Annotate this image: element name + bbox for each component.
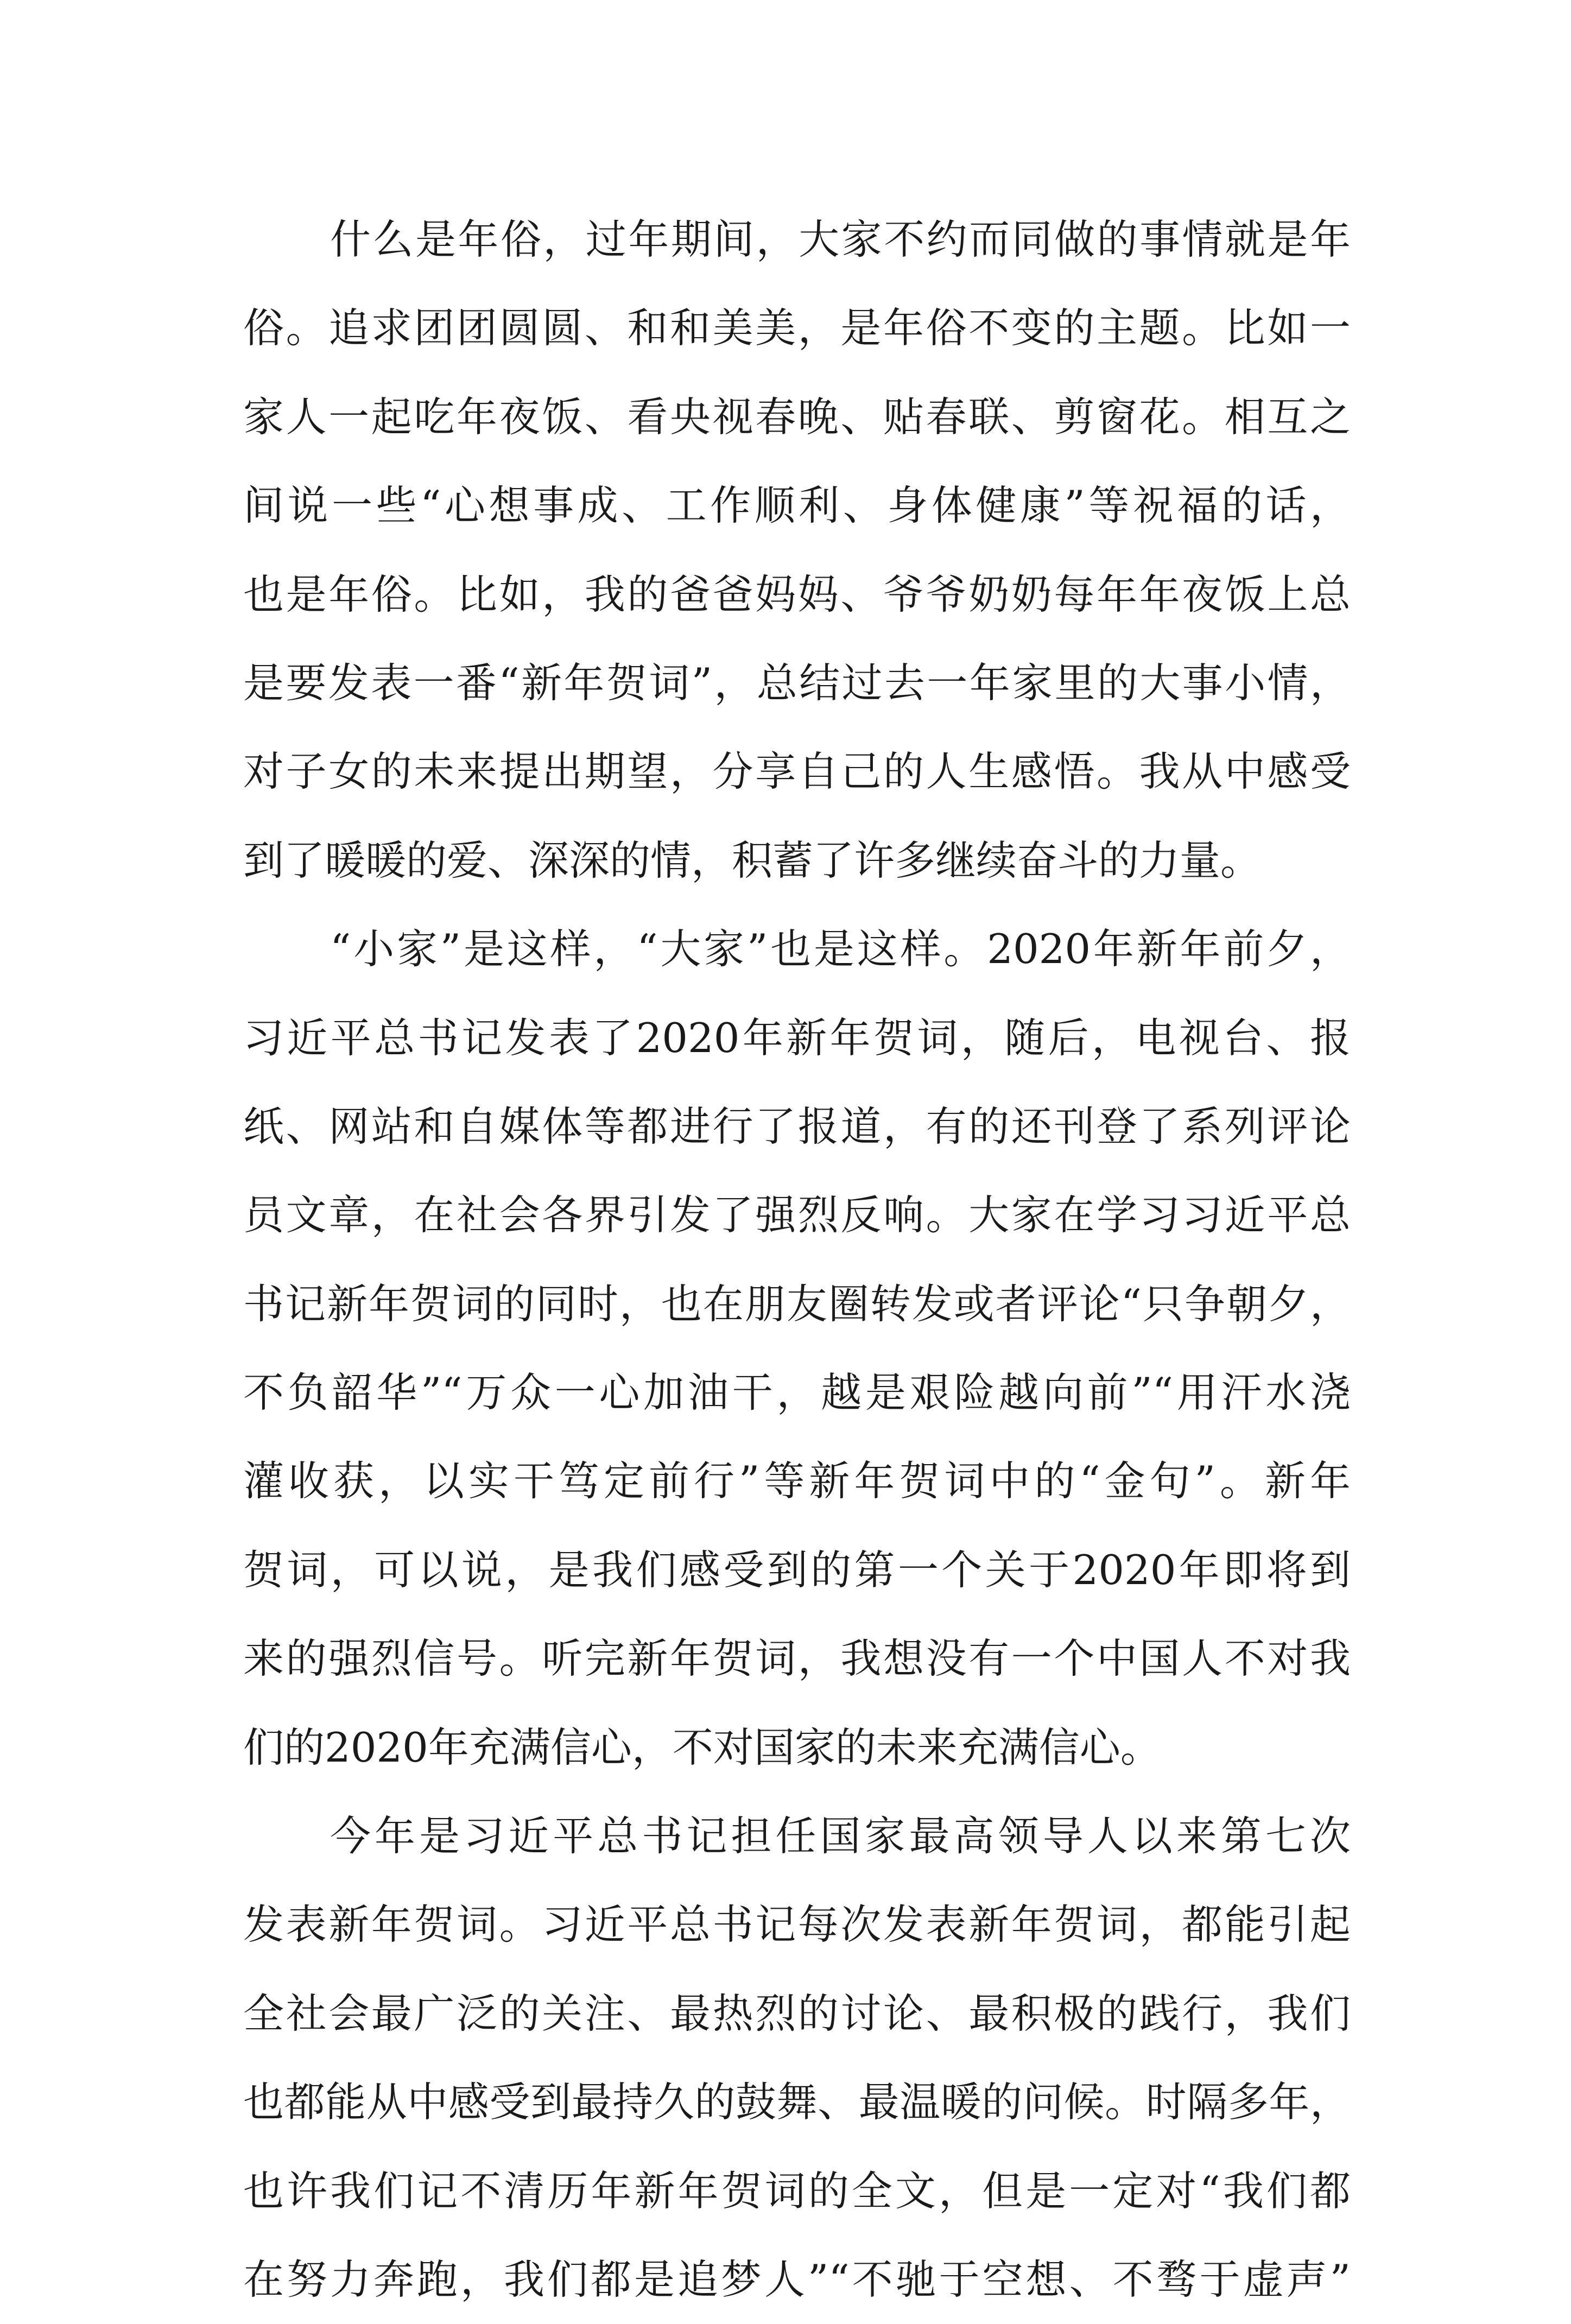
- text-line: 习近平总书记发表了2020年新年贺词，随后，电视台、报: [243, 1014, 1351, 1062]
- text-line: “小家”是这样，“大家”也是这样。2020年新年前夕，: [330, 925, 1351, 973]
- text-line: 什么是年俗，过年期间，大家不约而同做的事情就是年: [330, 216, 1351, 263]
- text-line: 也是年俗。比如，我的爸爸妈妈、爷爷奶奶每年年夜饭上总: [243, 570, 1351, 618]
- text-line: 俗。追求团团圆圆、和和美美，是年俗不变的主题。比如一: [243, 304, 1351, 352]
- text-line: 贺词，可以说，是我们感受到的第一个关于2020年即将到: [243, 1546, 1351, 1594]
- text-line: 来的强烈信号。听完新年贺词，我想没有一个中国人不对我: [243, 1635, 1351, 1683]
- paragraph-3: [243, 1792, 1351, 2324]
- text-line: 到了暖暖的爱、深深的情，积蓄了许多继续奋斗的力量。: [243, 836, 1262, 884]
- text-line: 全社会最广泛的关注、最热烈的讨论、最积极的践行，我们: [243, 1989, 1351, 2037]
- paragraph-1: [243, 195, 1351, 905]
- text-line: 也都能从中感受到最持久的鼓舞、最温暖的问候。时隔多年，: [243, 2078, 1351, 2126]
- text-line: 间说一些“心想事成、工作顺利、身体健康”等祝福的话，: [243, 482, 1351, 530]
- text-line: 们的2020年充满信心，不对国家的未来充满信心。: [243, 1723, 1161, 1771]
- text-line: 发表新年贺词。习近平总书记每次发表新年贺词，都能引起: [243, 1901, 1351, 1949]
- text-line: 今年是习近平总书记担任国家最高领导人以来第七次: [330, 1812, 1351, 1860]
- text-line: 纸、网站和自媒体等都进行了报道，有的还刊登了系列评论: [243, 1102, 1351, 1150]
- text-line: 书记新年贺词的同时，也在朋友圈转发或者评论“只争朝夕，: [243, 1280, 1351, 1328]
- text-line: 不负韶华”“万众一心加油干，越是艰险越向前”“用汗水浇: [243, 1369, 1351, 1417]
- text-line: 是要发表一番“新年贺词”，总结过去一年家里的大事小情，: [243, 658, 1351, 707]
- text-line: 也许我们记不清历年新年贺词的全文，但是一定对“我们都: [243, 2167, 1351, 2215]
- text-line: 在努力奔跑，我们都是追梦人”“不驰于空想、不骛于虚声”: [243, 2255, 1351, 2303]
- text-line: 对子女的未来提出期望，分享自己的人生感悟。我从中感受: [243, 748, 1351, 796]
- paragraph-2: [243, 905, 1351, 1792]
- text-line: 员文章，在社会各界引发了强烈反响。大家在学习习近平总: [243, 1191, 1351, 1239]
- text-line: 灌收获，以实干笃定前行”等新年贺词中的“金句”。新年: [243, 1457, 1351, 1505]
- text-line: 家人一起吃年夜饭、看央视春晚、贴春联、剪窗花。相互之: [243, 392, 1351, 441]
- document-body: [243, 195, 1351, 2324]
